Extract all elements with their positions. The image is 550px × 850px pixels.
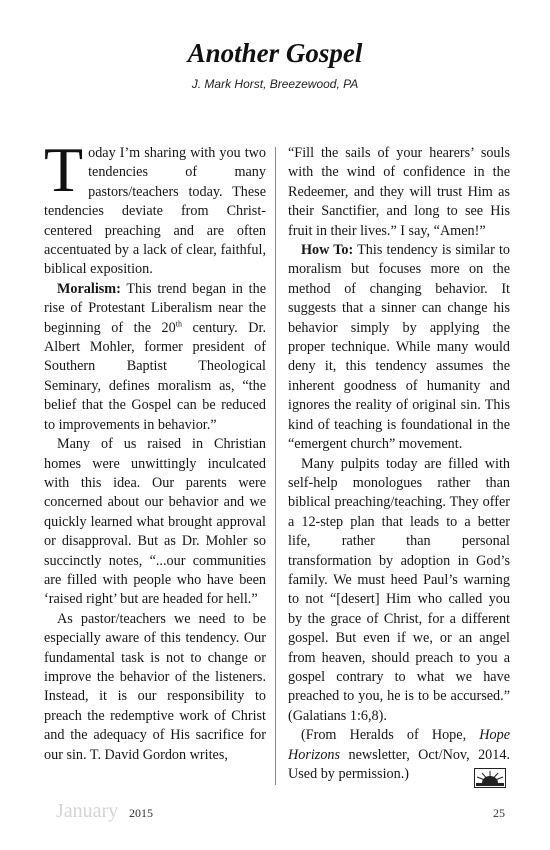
column-divider xyxy=(275,147,276,785)
page-number: 25 xyxy=(493,806,505,820)
source-text-a: (From Heralds of Hope, xyxy=(301,727,480,744)
howto-text: This tendency is similar to moralism but focuses more on the method of changing behavior. It suggests that a sinner can change his behavior simply by applying the proper technique. While many would deny it, this tendency assumes the inherent goodness of humanity and ignores the reality of original sin. This kind of teaching is foundational in the “emergent church” movement. xyxy=(288,242,510,453)
footer-year: 2015 xyxy=(129,806,153,820)
howto-label: How To: xyxy=(301,242,354,259)
moralism-label: Moralism: xyxy=(57,280,121,297)
article-title: Another Gospel xyxy=(187,38,363,68)
moralism-paragraph xyxy=(44,280,266,435)
quote-paragraph: “Fill the sails of your hearers’ souls with the wind of confidence in the Redeemer, and they will trust Him as their Sanctifier, and long to see His fruit in their lives.” I say, “Amen!” xyxy=(288,145,510,239)
intro-paragraph xyxy=(44,134,266,280)
howto-paragraph xyxy=(288,241,510,454)
intro-text: oday I’m sharing with you two tendencies of many pastors/teachers today. These tendencies deviate from Christ-centered preaching and are often accentuated by a lack of clear, faithful, biblical exposition. xyxy=(44,145,266,278)
newsletter-name: Hope Horizons xyxy=(288,727,510,763)
ordinal-superscript: th xyxy=(175,318,182,328)
pastor-paragraph: As pastor/teachers we need to be especially aware of this tendency. Our fundamental task is not to change or improve the behavior of the listeners. Instead, it is our responsibility to preach the redemptive work of Christ and the adequacy of His sacrifice for our sin. T. David Gordon writes, xyxy=(44,610,266,763)
right-column xyxy=(288,144,510,784)
footer-month: January xyxy=(56,800,119,822)
article-byline: J. Mark Horst, Breezewood, PA xyxy=(191,77,359,91)
sunrise-end-icon xyxy=(474,768,506,788)
moralism-text-a: This trend began in the rise of Protestant Liberalism near the beginning of the 20 xyxy=(44,280,266,336)
upbringing-paragraph: Many of us raised in Christian homes were unwittingly inculcated with this idea. Our parents were concerned about our behavior and we quickly learned what brought approval or disapproval. But as Dr. Mohler so succinctly notes, “...our communities are filled with people who have been ‘raised right’ but are headed for hell.” xyxy=(44,436,266,608)
drop-cap: T xyxy=(44,134,84,205)
left-column xyxy=(44,134,266,765)
moralism-text-b: century. Dr. Albert Mohler, former president of Southern Baptist Theological Seminary, defines moralism as, “the belief that the Gospel can be reduced to improvements in behavior.” xyxy=(44,319,266,433)
pulpits-paragraph: Many pulpits today are filled with self-help monologues rather than biblical preaching/teaching. They offer a 12-step plan that leads to a better life, rather than personal transformation by adoption in God’s family. We must heed Paul’s warning to not “[desert] Him who called you by the grace of Christ, for a different gospel. But even if we, or an angel from heaven, should preach to you a gospel contrary to what we have preached to you, he is to be accursed.” (Galatians 1:6,8). xyxy=(288,455,510,724)
source-text-b: newsletter, Oct/Nov, 2014. Used by permission.) xyxy=(288,746,510,782)
